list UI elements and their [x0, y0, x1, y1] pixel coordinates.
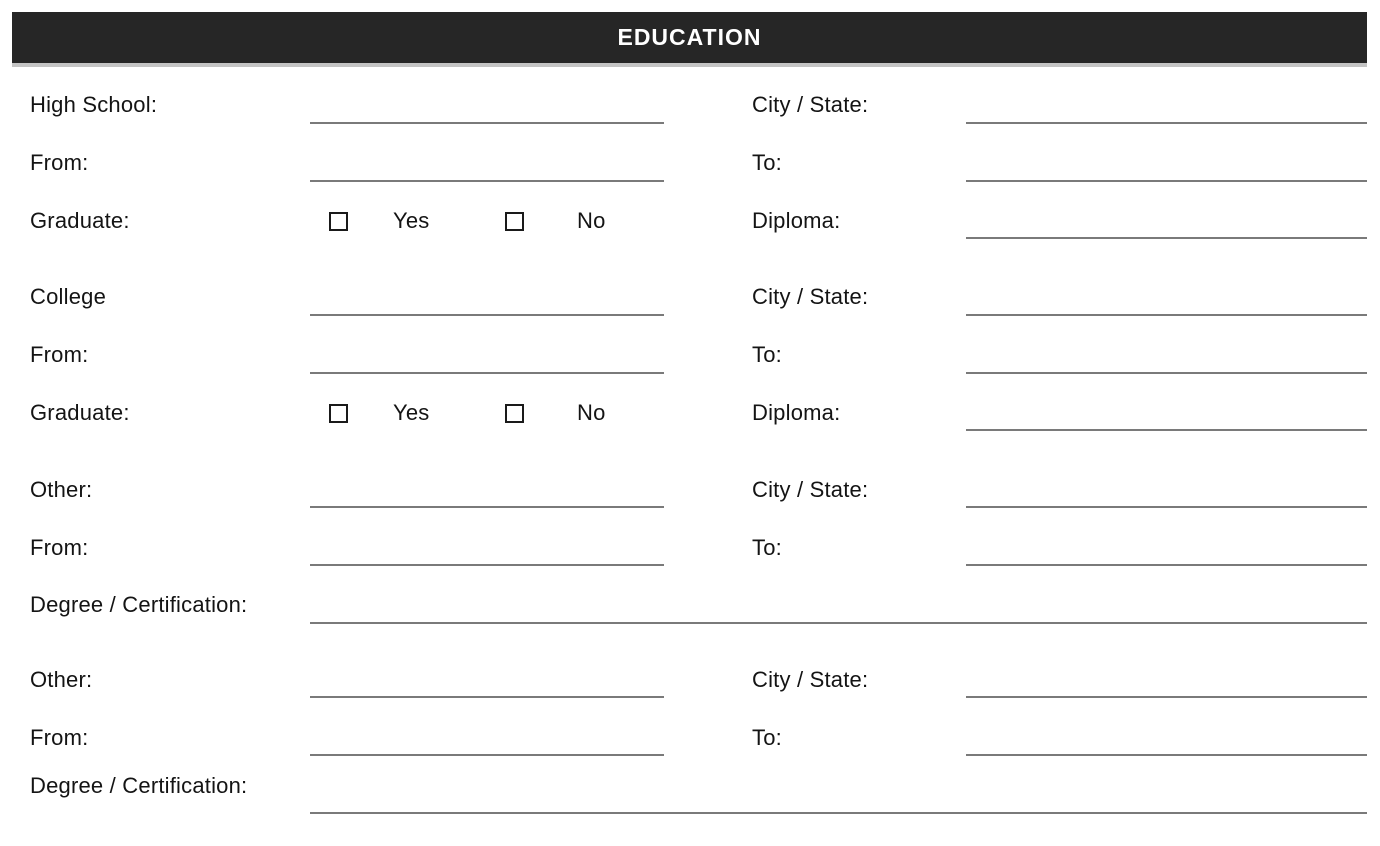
high-school-graduate-yes-checkbox[interactable]: [329, 212, 348, 231]
college-graduate-yes-label: Yes: [393, 400, 430, 425]
section-header-bar: [12, 12, 1367, 63]
college-city-state-label: City / State:: [752, 284, 869, 309]
high-school-from-input[interactable]: [310, 156, 664, 182]
high-school-to-input[interactable]: [966, 156, 1367, 182]
college-graduate-no-label: No: [577, 400, 606, 425]
other-1-city-state-label: City / State:: [752, 477, 869, 502]
high-school-from-label: From:: [30, 150, 89, 175]
high-school-graduate-no-label: No: [577, 208, 606, 233]
other-1-to-label: To:: [752, 535, 782, 560]
college-from-input[interactable]: [310, 348, 664, 374]
college-to-input[interactable]: [966, 348, 1367, 374]
other-1-from-label: From:: [30, 535, 89, 560]
other-2-degree-certification-label: Degree / Certification:: [30, 773, 248, 798]
high-school-graduate-label: Graduate:: [30, 208, 130, 233]
high-school-city-state-label: City / State:: [752, 92, 869, 117]
other-1-label: Other:: [30, 477, 93, 502]
college-to-label: To:: [752, 342, 782, 367]
college-name-input[interactable]: [310, 290, 664, 316]
other-1-degree-certification-input[interactable]: [310, 598, 1367, 624]
high-school-diploma-input[interactable]: [966, 213, 1367, 239]
other-1-to-input[interactable]: [966, 540, 1367, 566]
other-2-from-input[interactable]: [310, 730, 664, 756]
other-2-degree-certification-input[interactable]: [310, 788, 1367, 814]
college-graduate-label: Graduate:: [30, 400, 130, 425]
section-title: EDUCATION: [617, 24, 762, 50]
college-diploma-label: Diploma:: [752, 400, 841, 425]
other-1-from-input[interactable]: [310, 540, 664, 566]
other-1-city-state-input[interactable]: [966, 482, 1367, 508]
other-2-name-input[interactable]: [310, 672, 664, 698]
high-school-diploma-label: Diploma:: [752, 208, 841, 233]
high-school-graduate-yes-label: Yes: [393, 208, 430, 233]
high-school-label: High School:: [30, 92, 158, 117]
other-2-to-label: To:: [752, 725, 782, 750]
high-school-graduate-no-checkbox[interactable]: [505, 212, 524, 231]
college-graduate-no-checkbox[interactable]: [505, 404, 524, 423]
other-2-label: Other:: [30, 667, 93, 692]
other-2-from-label: From:: [30, 725, 89, 750]
college-diploma-input[interactable]: [966, 405, 1367, 431]
college-city-state-input[interactable]: [966, 290, 1367, 316]
college-from-label: From:: [30, 342, 89, 367]
other-2-city-state-label: City / State:: [752, 667, 869, 692]
high-school-to-label: To:: [752, 150, 782, 175]
high-school-name-input[interactable]: [310, 98, 664, 124]
college-graduate-yes-checkbox[interactable]: [329, 404, 348, 423]
other-2-to-input[interactable]: [966, 730, 1367, 756]
other-1-name-input[interactable]: [310, 482, 664, 508]
other-2-city-state-input[interactable]: [966, 672, 1367, 698]
college-label: College: [30, 284, 107, 309]
high-school-city-state-input[interactable]: [966, 98, 1367, 124]
other-1-degree-certification-label: Degree / Certification:: [30, 592, 248, 617]
